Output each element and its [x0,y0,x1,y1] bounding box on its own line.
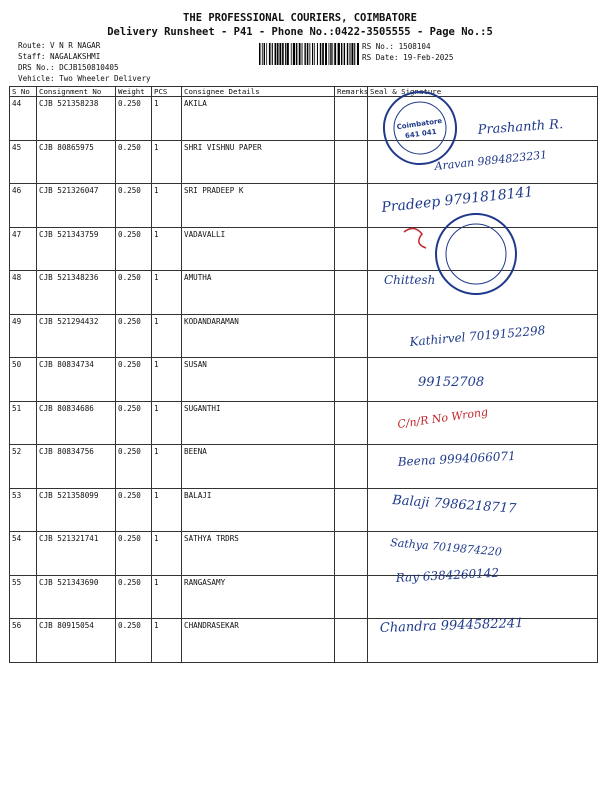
signature-46: Pradeep 9791818141 [380,184,535,216]
runsheet-table [9,86,598,663]
table-row [10,140,598,184]
table-row [10,314,598,358]
signature-53: Balaji 7986218717 [391,493,517,517]
cell-consignment-no: CJB 80915054 [37,619,116,663]
cell-sno: 44 [10,97,37,141]
barcode-image [259,43,359,65]
table-row [10,445,598,489]
cell-signature [368,184,598,228]
cell-consignment-no: CJB 521294432 [37,314,116,358]
table-row [10,184,598,228]
table-row [10,488,598,532]
table-header [10,87,598,97]
cell-signature [368,140,598,184]
cell-pcs: 1 [152,575,182,619]
cell-weight: 0.250 [116,97,152,141]
cell-pcs: 1 [152,271,182,315]
signature-56: Chandra 9944582241 [379,615,524,636]
cell-signature [368,314,598,358]
cell-weight: 0.250 [116,271,152,315]
cell-consignee: BEENA [182,445,335,489]
cell-consignment-no: CJB 80834734 [37,358,116,402]
cell-signature [368,619,598,663]
runsheet-subtitle: Delivery Runsheet - P41 - Phone No.:0422-3505555 - Page No.:5 [107,26,493,38]
cell-weight: 0.250 [116,401,152,445]
cell-remarks [335,184,368,228]
col-consignment-no: Consignment No [37,87,116,97]
col-consignee-details: Consignee Details [182,87,335,97]
table-row [10,227,598,271]
company-title: THE PROFESSIONAL COURIERS, COIMBATORE [183,12,417,24]
cell-sno: 46 [10,184,37,228]
cell-remarks [335,271,368,315]
cell-consignee: AKILA [182,97,335,141]
cell-weight: 0.250 [116,619,152,663]
cell-pcs: 1 [152,532,182,576]
cell-weight: 0.250 [116,184,152,228]
cell-signature [368,358,598,402]
signature-45: Aravan 9894823231 [433,148,548,173]
cell-consignment-no: CJB 521348236 [37,271,116,315]
drs-number: DRS No.: DCJB150810405 [18,63,119,72]
vehicle-label: Vehicle: Two Wheeler Delivery [18,74,151,83]
cell-sno: 50 [10,358,37,402]
cell-remarks [335,401,368,445]
cell-consignment-no: CJB 521358238 [37,97,116,141]
route-label: Route: V N R NAGAR [18,41,101,50]
cell-weight: 0.250 [116,140,152,184]
col-seal-signature: Seal & Signature [368,87,598,97]
cell-consignee: KODANDARAMAN [182,314,335,358]
table-row [10,619,598,663]
cell-consignee: SUSAN [182,358,335,402]
col-sno: S No [10,87,37,97]
cell-signature [368,97,598,141]
cell-remarks [335,575,368,619]
cell-sno: 52 [10,445,37,489]
cell-sno: 56 [10,619,37,663]
cell-consignee: SATHYA TRDRS [182,532,335,576]
col-weight: Weight [116,87,152,97]
cell-consignment-no: CJB 521343759 [37,227,116,271]
signature-51: C/n/R No Wrong [396,405,489,431]
cell-consignment-no: CJB 521321741 [37,532,116,576]
cell-consignee: SRI PRADEEP K [182,184,335,228]
cell-weight: 0.250 [116,445,152,489]
rs-date: RS Date: 19-Feb-2025 [362,53,454,62]
signature-55: Ray 6384260142 [395,565,500,585]
table-row [10,358,598,402]
signature-50a: Kathirvel 7019152298 [409,323,546,349]
cell-signature [368,271,598,315]
cell-consignee: SHRI VISHNU PAPER [182,140,335,184]
cell-weight: 0.250 [116,314,152,358]
table-row [10,575,598,619]
cell-consignee: BALAJI [182,488,335,532]
cell-pcs: 1 [152,227,182,271]
cell-sno: 53 [10,488,37,532]
cell-signature [368,227,598,271]
cell-signature [368,445,598,489]
cell-sno: 48 [10,271,37,315]
cell-remarks [335,97,368,141]
cell-consignment-no: CJB 80834756 [37,445,116,489]
cell-remarks [335,227,368,271]
seal-center-line1: Coimbatore [396,116,443,132]
cell-pcs: 1 [152,488,182,532]
cell-remarks [335,358,368,402]
cell-weight: 0.250 [116,532,152,576]
cell-signature [368,575,598,619]
cell-consignment-no: CJB 521326047 [37,184,116,228]
cell-consignment-no: CJB 521343690 [37,575,116,619]
cell-pcs: 1 [152,140,182,184]
cell-sno: 49 [10,314,37,358]
staff-label: Staff: NAGALAKSHMI [18,52,101,61]
cell-consignment-no: CJB 80865975 [37,140,116,184]
cell-consignment-no: CJB 521358099 [37,488,116,532]
table-row [10,271,598,315]
signature-44: Prashanth R. [477,117,564,138]
cell-remarks [335,488,368,532]
signature-54: Sathya 7019874220 [389,536,503,559]
cell-pcs: 1 [152,314,182,358]
cell-weight: 0.250 [116,575,152,619]
cell-remarks [335,140,368,184]
cell-sno: 54 [10,532,37,576]
cell-pcs: 1 [152,619,182,663]
cell-consignee: AMUTHA [182,271,335,315]
cell-signature [368,532,598,576]
cell-sno: 47 [10,227,37,271]
signature-52: Beena 9994066071 [397,448,517,469]
cell-sno: 45 [10,140,37,184]
cell-weight: 0.250 [116,488,152,532]
cell-remarks [335,532,368,576]
cell-consignee: RANGASAMY [182,575,335,619]
cell-weight: 0.250 [116,227,152,271]
cell-pcs: 1 [152,184,182,228]
signature-48: Chittesh [384,273,436,287]
cell-consignee: CHANDRASEKAR [182,619,335,663]
cell-remarks [335,445,368,489]
cell-pcs: 1 [152,358,182,402]
cell-sno: 55 [10,575,37,619]
col-remarks: Remarks [335,87,368,97]
cell-consignee: SUGANTHI [182,401,335,445]
cell-sno: 51 [10,401,37,445]
table-row [10,97,598,141]
rs-number: RS No.: 1508104 [362,42,431,51]
cell-signature [368,401,598,445]
cell-consignee: VADAVALLI [182,227,335,271]
seal-center-line2: 641 041 [404,127,438,141]
cell-pcs: 1 [152,445,182,489]
cell-pcs: 1 [152,97,182,141]
cell-consignment-no: CJB 80834686 [37,401,116,445]
cell-weight: 0.250 [116,358,152,402]
table-row [10,401,598,445]
cell-remarks [335,619,368,663]
cell-remarks [335,314,368,358]
table-row [10,532,598,576]
cell-pcs: 1 [152,401,182,445]
col-pcs: PCS [152,87,182,97]
cell-signature [368,488,598,532]
signature-50b: 99152708 [418,375,485,390]
